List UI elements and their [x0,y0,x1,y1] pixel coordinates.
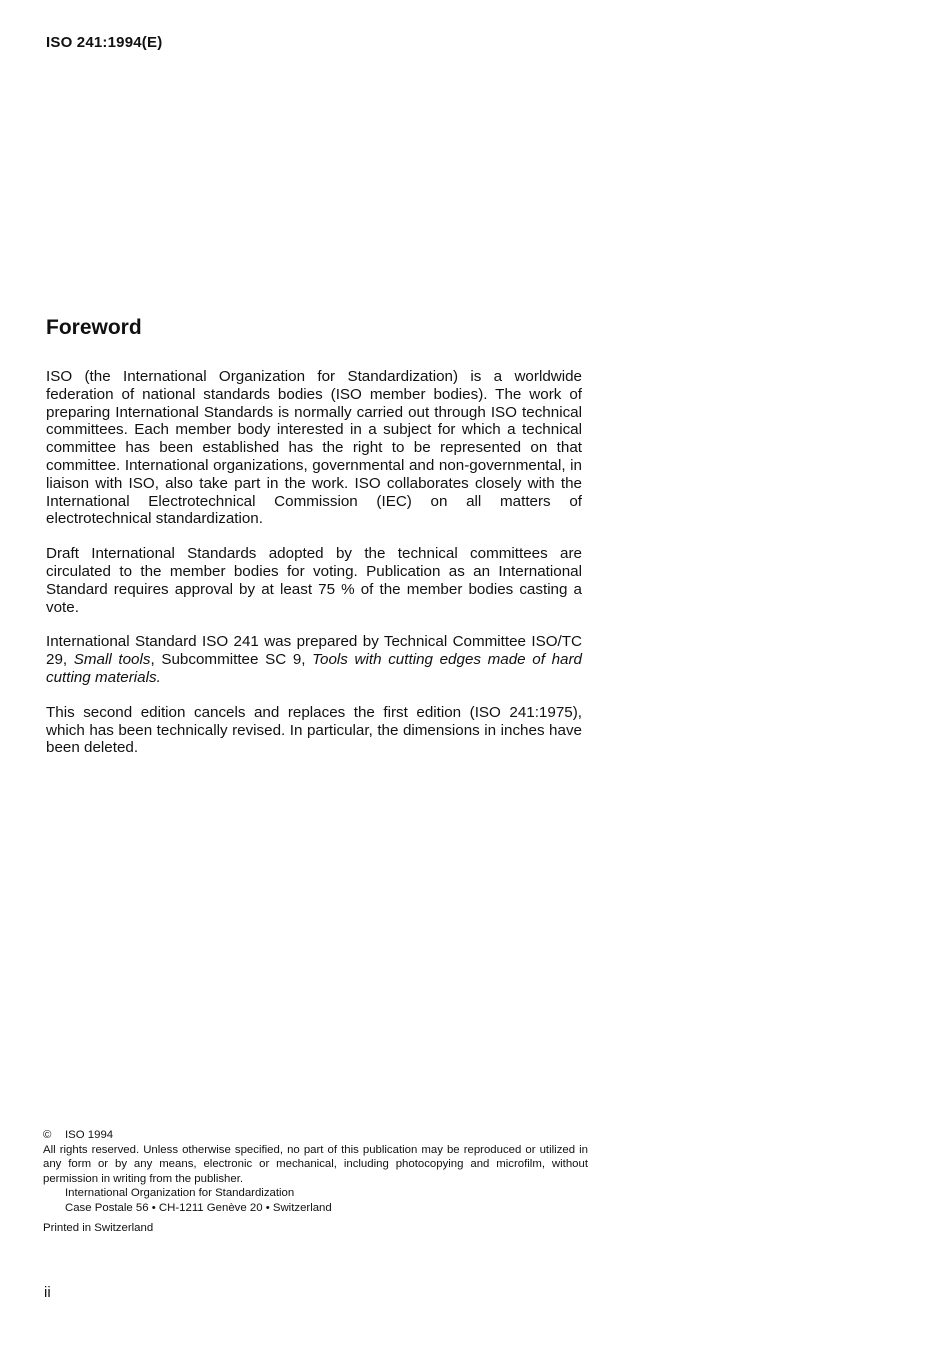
copyright-symbol: © [43,1129,52,1141]
copyright-block [43,1128,588,1235]
foreword-body [46,368,582,774]
page-number: ii [44,1284,51,1301]
organization-address: Case Postale 56 • CH-1211 Genève 20 • Switzerland [65,1201,332,1214]
paragraph-3-committee-title: Small tools [73,651,151,669]
paragraph-3-text-b: , Subcommittee SC 9, [150,651,313,669]
rights-statement: All rights reserved. Unless otherwise specified, no part of this publication may be reproduced or utilized in any form or by any means, electronic or mechanical, including photocopying and microfilm, without permission in writing from the publisher. [43,1143,588,1185]
foreword-paragraph-2: Draft International Standards adopted by the technical committees are circulated to the member bodies for voting. Publication as an International Standard requires approval by at least 75 % of the member bodies casting a vote. [46,545,582,616]
foreword-paragraph-1: ISO (the International Organization for Standardization) is a worldwide federation of national standards bodies (ISO member bodies). The work of preparing International Standards is normally carried out through ISO technical committees. Each member body interested in a subject for which a technical committee has been established has the right to be represented on that committee. International organizations, governmental and non-governmental, in liaison with ISO, also take part in the work. ISO collaborates closely with the International Electrotechnical Commission (IEC) on all matters of electrotechnical standardization. [46,368,582,528]
foreword-paragraph-3 [46,633,582,686]
paragraph-3-subcommittee-title: Tools with cutting edges made of hard cutting materials. [46,651,582,686]
paragraph-3-text-a: International Standard ISO 241 was prepared by Technical Committee ISO/TC 29, [46,633,582,669]
document-code-header: ISO 241:1994(E) [46,34,163,51]
foreword-title: Foreword [46,316,142,339]
foreword-paragraph-4: This second edition cancels and replaces the first edition (ISO 241:1975), which has been technically revised. In particular, the dimensions in inches have been deleted. [46,703,582,757]
printed-location: Printed in Switzerland [43,1221,154,1234]
copyright-line [43,1128,588,1143]
organization-name: International Organization for Standardization [65,1187,295,1200]
copyright-year: ISO 1994 [65,1129,114,1141]
